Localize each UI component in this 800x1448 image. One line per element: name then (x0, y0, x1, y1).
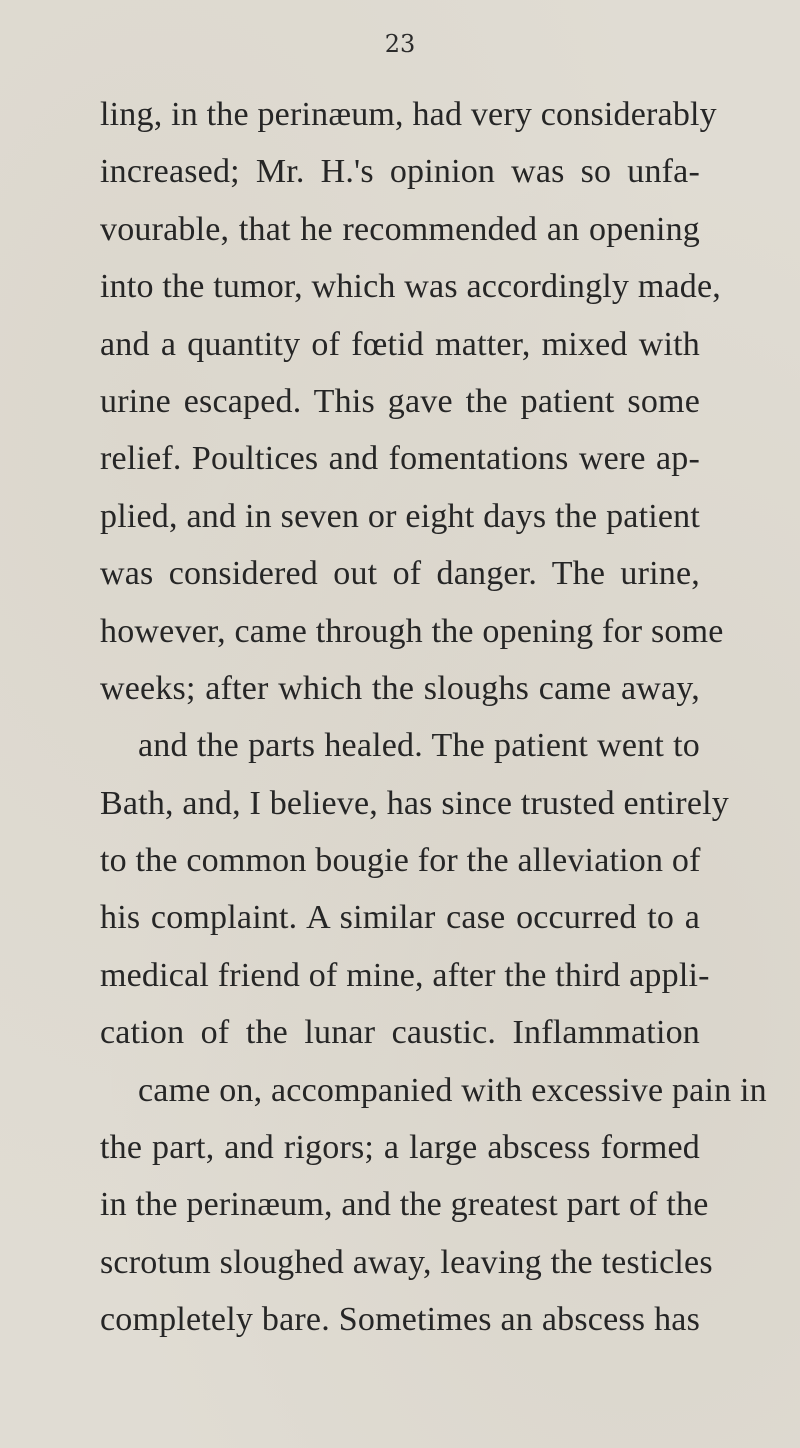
text-line: and a quantity of fœtid matter, mixed with (100, 325, 700, 363)
text-line: ling, in the perinæum, had very considerably (100, 96, 717, 133)
text-line: medical friend of mine, after the third appli- (100, 956, 710, 994)
text-line: in the perinæum, and the greatest part of the (100, 1186, 709, 1224)
text-line: urine escaped. This gave the patient some (100, 382, 700, 420)
text-line: cation of the lunar caustic. Inflammation (100, 1014, 700, 1052)
text-line: relief. Poultices and fomentations were ap- (100, 440, 700, 478)
text-line: and the parts healed. The patient went to (138, 727, 700, 765)
body-text (100, 86, 767, 1349)
text-line: to the common bougie for the alleviation of (100, 842, 701, 880)
text-line: weeks; after which the sloughs came away, (100, 669, 700, 707)
text-line: increased; Mr. H.'s opinion was so unfa- (100, 153, 700, 191)
text-line: scrotum sloughed away, leaving the testicles (100, 1243, 713, 1281)
text-line: however, came through the opening for some (100, 612, 724, 650)
text-line: vourable, that he recommended an opening (100, 210, 700, 248)
text-line: Bath, and, I believe, has since trusted entirely (100, 784, 729, 822)
text-line: his complaint. A similar case occurred to a (100, 899, 700, 937)
text-line: the part, and rigors; a large abscess formed (100, 1129, 700, 1167)
text-line: came on, accompanied with excessive pain in (138, 1071, 767, 1109)
text-line: plied, and in seven or eight days the patient (100, 497, 700, 535)
text-line: was considered out of danger. The urine, (100, 555, 700, 593)
text-line: into the tumor, which was accordingly made, (100, 268, 721, 306)
page-number: 23 (384, 30, 416, 58)
text-line: completely bare. Sometimes an abscess has (100, 1301, 700, 1339)
